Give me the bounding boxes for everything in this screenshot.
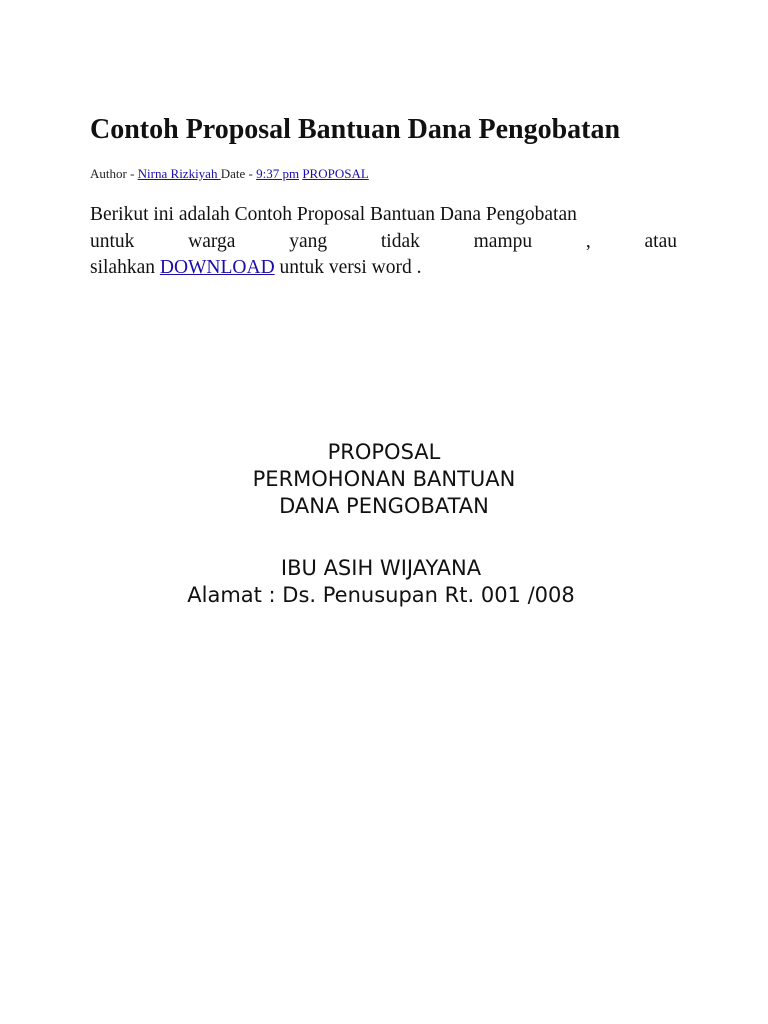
intro-line-3	[90, 255, 677, 282]
time-link[interactable]: 9:37 pm	[256, 166, 300, 181]
author-link[interactable]: Nirna Rizkiyah	[137, 166, 221, 181]
intro-word: yang	[289, 230, 328, 252]
intro-word: ,	[585, 230, 591, 252]
category-link[interactable]: PROPOSAL	[302, 166, 369, 181]
intro-word: untuk	[90, 230, 135, 252]
intro-line-3-suffix: untuk versi word .	[274, 257, 422, 278]
author-prefix: Author -	[90, 166, 138, 181]
applicant-name: IBU ASIH WIJAYANA	[280, 556, 482, 580]
date-prefix: Date -	[220, 166, 257, 181]
intro-word: mampu	[473, 230, 533, 252]
proposal-heading	[0, 439, 768, 520]
intro-paragraph	[90, 202, 677, 282]
download-link[interactable]: DOWNLOAD	[159, 257, 275, 278]
intro-word: tidak	[380, 230, 420, 252]
intro-line-2	[90, 229, 677, 256]
page-title: Contoh Proposal Bantuan Dana Pengobatan	[90, 114, 621, 145]
applicant-address: Alamat : Ds. Penusupan Rt. 001 /008	[187, 583, 575, 607]
applicant-info	[0, 555, 765, 609]
heading-line-permohonan: PERMOHONAN BANTUAN	[252, 467, 516, 491]
intro-word: warga	[188, 230, 236, 252]
intro-word: atau	[644, 230, 677, 252]
post-meta	[90, 165, 369, 183]
heading-line-dana: DANA PENGOBATAN	[279, 494, 489, 518]
intro-line-3-prefix: silahkan	[90, 257, 160, 278]
intro-line-1: Berikut ini adalah Contoh Proposal Bantuan Dana Pengobatan	[90, 204, 577, 225]
heading-line-proposal: PROPOSAL	[327, 440, 441, 464]
